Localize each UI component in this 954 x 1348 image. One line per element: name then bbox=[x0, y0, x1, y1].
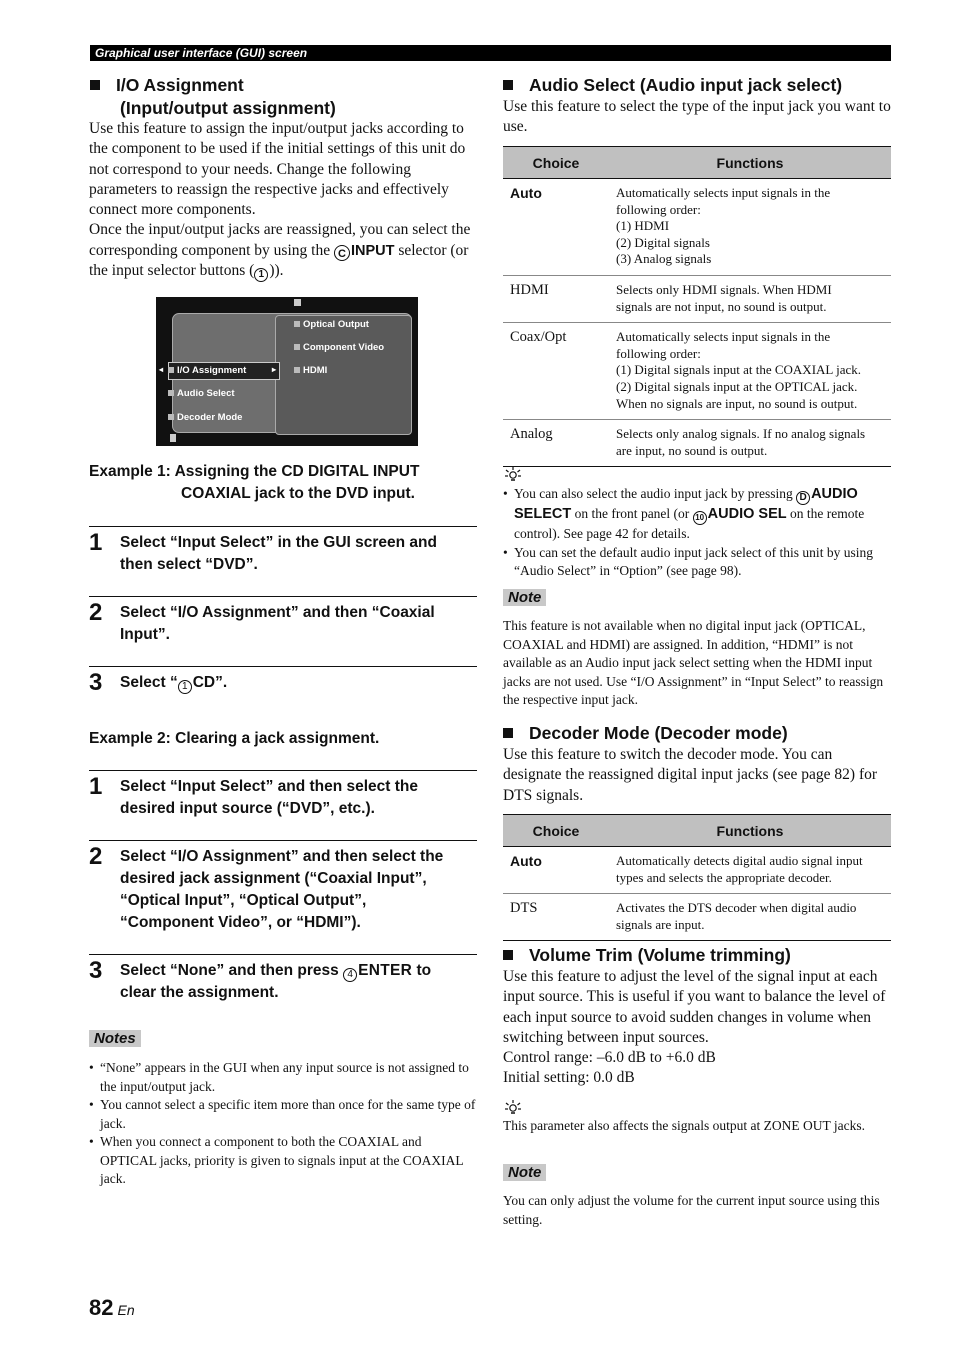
choice-cell: DTS bbox=[503, 894, 609, 941]
column-header: Functions bbox=[609, 815, 891, 847]
note-label: Note bbox=[503, 589, 546, 606]
bullet-square-icon bbox=[503, 80, 513, 90]
function-cell: Automatically selects input signals in the following order: (1) Digital signals input at the COAXIAL jack. (2) Digital signals input at the OPTICAL jack. When no signals are input, no sound is output. bbox=[609, 323, 891, 420]
heading-line: I/O Assignment bbox=[116, 75, 244, 95]
step-number: 2 bbox=[89, 843, 103, 870]
function-cell: Selects only analog signals. If no analog signals are input, no sound is output. bbox=[609, 420, 891, 467]
gui-menu-item: Audio Select bbox=[168, 388, 235, 399]
bullet-square-icon bbox=[503, 728, 513, 738]
bullet-square-icon bbox=[503, 950, 513, 960]
paragraph: Use this feature to assign the input/output jacks according to the component to be used if the initial settings of this unit do not correspond to your needs. Change the following parameters to reassign the respective jacks and effectively connect more components. bbox=[89, 120, 466, 219]
gui-submenu-item: HDMI bbox=[294, 365, 327, 376]
button-marker-icon: C bbox=[334, 245, 350, 261]
decoder-intro: Use this feature to switch the decoder mode. You can designate the reassigned digital input jacks (see page 82) for DTS signals. bbox=[503, 746, 878, 804]
table-row bbox=[503, 275, 891, 322]
audio-select-intro: Use this feature to select the type of the input jack you want to use. bbox=[503, 98, 891, 136]
example-2-step bbox=[89, 954, 477, 1015]
enter-key-label: ENTER bbox=[358, 962, 413, 979]
text: )). bbox=[269, 262, 284, 280]
tip-lightbulb-icon bbox=[503, 1099, 523, 1115]
audio-note-text: This feature is not available when no digital input jack (OPTICAL, COAXIAL and HDMI) are assigned. In addition, “HDMI” is not available as an Audio input jack select setting when the HDMI input jacks are not used. Use “I/O Assignment” in “Input Select” to reassign the respective input jack. bbox=[503, 618, 884, 707]
audio-select-heading: Audio Select (Audio input jack select) bbox=[503, 74, 893, 97]
example-1-step bbox=[89, 596, 477, 667]
example-2-step bbox=[89, 840, 477, 955]
paragraph: Use this feature to adjust the level of the signal input at each input source. This is useful if you want to balance the level of each input source to avoid sudden changes in volume when switching between input sources. bbox=[503, 968, 886, 1046]
up-indicator-icon bbox=[294, 299, 301, 306]
table-row bbox=[503, 179, 891, 276]
page-number: 82 En bbox=[89, 1295, 135, 1320]
function-cell: Selects only HDMI signals. When HDMI signals are not input, no sound is output. bbox=[609, 275, 891, 322]
text: Once the input/output jacks are reassigned, you can select the corresponding component by using the bbox=[89, 221, 471, 259]
step-number: 3 bbox=[89, 669, 103, 696]
title-line: COAXIAL jack to the DVD input. bbox=[181, 485, 415, 502]
decoder-mode-heading: Decoder Mode (Decoder mode) bbox=[503, 722, 893, 745]
audio-select-table bbox=[503, 146, 891, 467]
example-1-step bbox=[89, 526, 477, 597]
column-header: Functions bbox=[609, 147, 891, 179]
step-text: Select “Input Select” in the GUI screen and then select “DVD”. bbox=[120, 534, 437, 573]
step-text: Select “ 1 CD”. bbox=[120, 674, 228, 692]
choice-cell: Coax/Opt bbox=[503, 323, 609, 420]
io-intro-text bbox=[89, 119, 479, 282]
audio-tips-list bbox=[503, 485, 891, 581]
button-marker-icon: 4 bbox=[343, 968, 357, 982]
step-text: Select “None” and then press 4 ENTER to clear the assignment. bbox=[120, 962, 432, 1001]
list-item: • You cannot select a specific item more than once for the same type of jack. bbox=[89, 1096, 477, 1133]
gui-menu-item: Decoder Mode bbox=[168, 412, 242, 423]
table-row bbox=[503, 420, 891, 467]
gui-submenu-item: Component Video bbox=[294, 342, 384, 353]
example-1-step bbox=[89, 666, 477, 707]
paragraph bbox=[89, 220, 479, 282]
input-selector-label: INPUT bbox=[350, 242, 395, 259]
initial-setting: Initial setting: 0.0 dB bbox=[503, 1069, 635, 1087]
list-item: • You can set the default audio input jack select of this unit by using “Audio Select” in “Option” (see page 98). bbox=[503, 544, 891, 581]
notes-label: Notes bbox=[89, 1030, 141, 1047]
function-cell: Activates the DTS decoder when digital audio signals are input. bbox=[609, 894, 891, 941]
example-2-step bbox=[89, 770, 477, 841]
down-indicator-icon bbox=[170, 434, 176, 442]
table-header-row bbox=[503, 147, 891, 179]
list-item: • “None” appears in the GUI when any input source is not assigned to the input/output jack. bbox=[89, 1059, 477, 1096]
io-assignment-heading bbox=[90, 74, 480, 120]
choice-cell: Analog bbox=[503, 420, 609, 467]
left-arrow-icon: ◂ bbox=[159, 365, 164, 374]
step-text: Select “I/O Assignment” and then “Coaxial Input”. bbox=[120, 604, 435, 643]
button-marker-icon: 1 bbox=[254, 268, 268, 282]
table-row bbox=[503, 323, 891, 420]
heading-line: (Input/output assignment) bbox=[120, 98, 336, 118]
table-row bbox=[503, 847, 891, 894]
table-header-row bbox=[503, 815, 891, 847]
step-number: 2 bbox=[89, 599, 103, 626]
header-bar: Graphical user interface (GUI) screen bbox=[90, 45, 891, 61]
step-number: 1 bbox=[89, 529, 103, 556]
text: selector (or the input selector buttons ( bbox=[89, 241, 469, 280]
step-number: 1 bbox=[89, 773, 103, 800]
button-marker-icon: D bbox=[796, 491, 810, 505]
bullet-square-icon bbox=[90, 80, 100, 90]
gui-submenu-item: Optical Output bbox=[294, 319, 369, 330]
step-text: Select “Input Select” and then select the desired input source (“DVD”, etc.). bbox=[120, 778, 419, 817]
button-marker-icon: 1 bbox=[178, 680, 192, 694]
step-number: 3 bbox=[89, 957, 103, 984]
column-header: Choice bbox=[503, 815, 609, 847]
title-line: Example 1: Assigning the CD DIGITAL INPUT bbox=[89, 463, 420, 480]
example-1-title bbox=[89, 461, 479, 505]
button-marker-icon: 10 bbox=[693, 511, 707, 525]
volume-text bbox=[503, 967, 891, 1089]
choice-cell: HDMI bbox=[503, 275, 609, 322]
note-section bbox=[503, 587, 546, 608]
step-text: Select “I/O Assignment” and then select the desired jack assignment (“Coaxial Input”, “Optical Input”, “Optical Output”, “Component Video”, or “HDMI”). bbox=[120, 848, 444, 931]
note-label: Note bbox=[503, 1164, 546, 1181]
note-section bbox=[503, 1162, 546, 1183]
function-cell: Automatically detects digital audio signal input types and selects the appropriate decoder. bbox=[609, 847, 891, 894]
notes-list bbox=[89, 1059, 477, 1189]
decoder-mode-table bbox=[503, 814, 891, 941]
choice-cell: Auto bbox=[503, 179, 609, 276]
notes-section bbox=[89, 1028, 141, 1049]
choice-cell: Auto bbox=[503, 847, 609, 894]
column-header: Choice bbox=[503, 147, 609, 179]
control-range: Control range: –6.0 dB to +6.0 dB bbox=[503, 1049, 716, 1067]
example-2-title: Example 2: Clearing a jack assignment. bbox=[89, 730, 380, 747]
volume-tip-text: This parameter also affects the signals output at ZONE OUT jacks. bbox=[503, 1118, 866, 1133]
volume-trim-heading: Volume Trim (Volume trimming) bbox=[503, 944, 893, 967]
tip-lightbulb-icon bbox=[503, 466, 523, 482]
list-item: • You can also select the audio input jack by pressing D AUDIO SELECT on the front panel (or 10 AUDIO SEL on the remote control). See page 42 for details. bbox=[503, 485, 891, 544]
table-row bbox=[503, 894, 891, 941]
volume-note-text: You can only adjust the volume for the current input source using this setting. bbox=[503, 1193, 880, 1227]
list-item: • When you connect a component to both the COAXIAL and OPTICAL jacks, priority is given to signals input at the COAXIAL jack. bbox=[89, 1133, 477, 1189]
right-arrow-icon: ▸ bbox=[272, 365, 277, 374]
function-cell: Automatically selects input signals in the following order: (1) HDMI (2) Digital signals (3) Analog signals bbox=[609, 179, 891, 276]
gui-screenshot bbox=[156, 297, 418, 446]
gui-menu-item: I/O Assignment bbox=[168, 365, 246, 376]
